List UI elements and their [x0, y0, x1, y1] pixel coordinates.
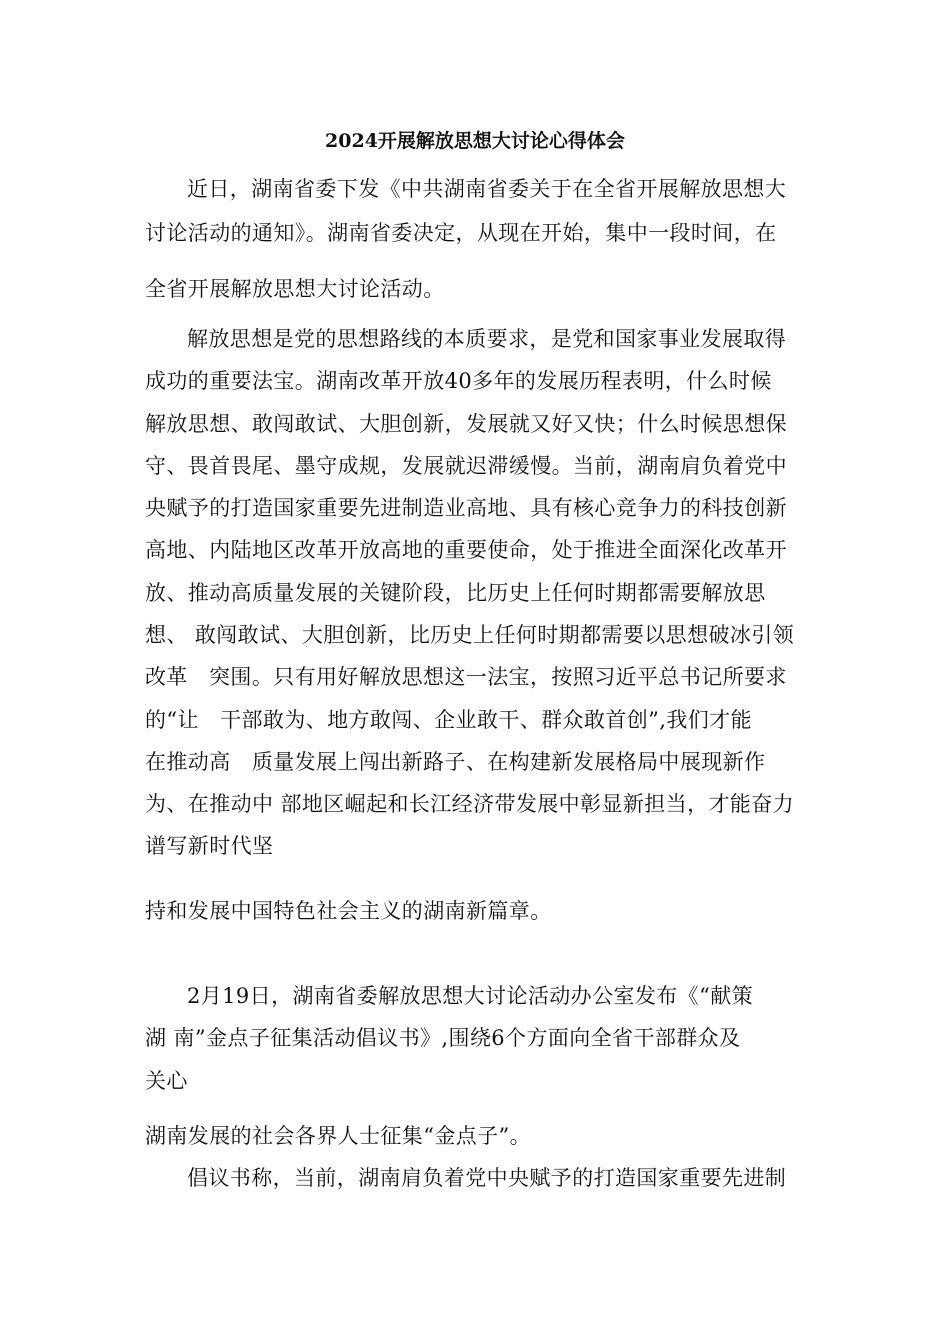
text-line: 全省开展解放思想大讨论活动。: [145, 277, 445, 301]
text-line: 央赋予的打造国家重要先进制造业高地、具有核心竞争力的科技创新: [145, 496, 787, 520]
text-line: 2月19日，湖南省委解放思想大讨论活动办公室发布《“献策: [187, 984, 754, 1008]
text-line: 关心: [145, 1069, 188, 1093]
text-line: 在推动高 质量发展上闯出新路子、在构建新发展格局中展现新作: [145, 750, 766, 774]
text-line: 湖南发展的社会各界人士征集“金点子”。: [145, 1124, 532, 1148]
text-line: 持和发展中国特色社会主义的湖南新篇章。: [145, 899, 552, 923]
text-line: 讨论活动的通知》。湖南省委决定，从现在开始，集中一段时间，在: [145, 221, 777, 245]
text-line: 改革 突围。只有用好解放思想这一法宝，按照习近平总书记所要求: [145, 665, 787, 689]
text-line: 湖 南”金点子征集活动倡议书》,围绕6个方面向全省干部群众及: [145, 1026, 741, 1050]
text-line: 倡议书称，当前，湖南肩负着党中央赋予的打造国家重要先进制: [187, 1166, 787, 1190]
text-line: 守、畏首畏尾、墨守成规，发展就迟滞缓慢。当前，湖南肩负着党中: [145, 454, 787, 478]
document-title: 2024开展解放思想大讨论心得体会: [325, 130, 625, 152]
text-line: 高地、内陆地区改革开放高地的重要使命，处于推进全面深化改革开: [145, 538, 787, 562]
text-line: 为、在推动中 部地区崛起和长江经济带发展中彰显新担当，才能奋力: [145, 792, 795, 816]
text-line: 解放思想、敢闯敢试、大胆创新，发展就又好又快；什么时候思想保: [145, 412, 787, 436]
text-line: 想、 敢闯敢试、大胆创新，比历史上任何时期都需要以思想破冰引领: [145, 623, 795, 647]
text-line: 谱写新时代坚: [145, 834, 274, 858]
text-line: 近日，湖南省委下发《中共湖南省委关于在全省开展解放思想大: [187, 177, 787, 201]
text-line: 放、推动高质量发展的关键阶段，比历史上任何时期都需要解放思: [145, 581, 766, 605]
text-line: 的“让 干部敢为、地方敢闯、企业敢干、群众敢首创”,我们才能: [145, 708, 752, 732]
text-line: 解放思想是党的思想路线的本质要求，是党和国家事业发展取得: [187, 327, 787, 351]
text-line: 成功的重要法宝。湖南改革开放40多年的发展历程表明，什么时候: [145, 369, 772, 393]
